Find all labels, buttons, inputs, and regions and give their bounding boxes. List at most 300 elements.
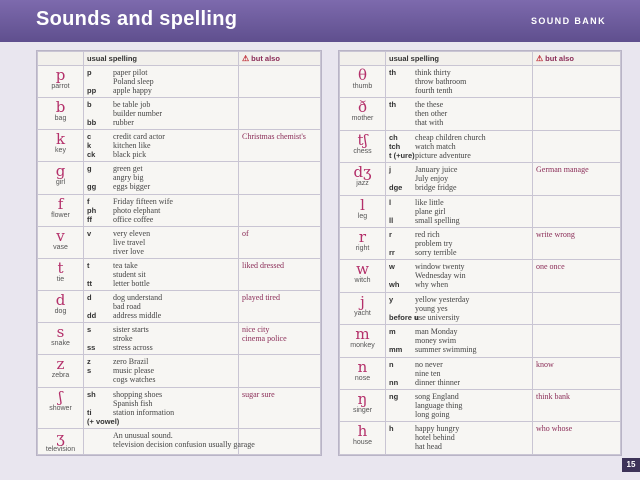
spelling-pattern: j	[389, 165, 392, 175]
sound-icon-cell	[340, 195, 386, 227]
sound-row	[38, 428, 321, 454]
spelling-pattern: (+ vowel)	[87, 416, 120, 426]
sound-keyword: tie	[56, 275, 65, 283]
spelling-pattern: before u	[389, 312, 419, 322]
spelling-pattern: p	[87, 68, 92, 77]
spelling-line	[87, 229, 235, 238]
sound-keyword: leg	[357, 212, 368, 220]
spelling-line	[87, 357, 235, 366]
page-title: Sounds and spelling	[36, 8, 238, 30]
spelling-line	[389, 198, 529, 207]
leg-icon: l	[360, 195, 365, 214]
spelling-line	[389, 174, 529, 183]
right-sound-table	[338, 50, 622, 456]
spelling-pattern: h	[389, 424, 394, 434]
but-also-cell	[239, 162, 321, 194]
spelling-pattern: g	[87, 164, 92, 174]
spelling-line	[87, 399, 235, 408]
spelling-pattern	[389, 369, 415, 378]
example-words: Poland sleep	[113, 77, 154, 86]
sound-keyword: chess	[353, 147, 372, 155]
spelling-line	[87, 68, 235, 77]
sound-keyword: bag	[54, 115, 67, 123]
spelling-line	[389, 280, 529, 289]
usual-spelling-cell	[84, 355, 239, 387]
sound-icon-cell	[38, 355, 84, 387]
spelling-pattern: t (+ure)	[389, 150, 415, 160]
sound-icon-cell	[340, 422, 386, 455]
example-words: office coffee	[113, 214, 154, 224]
spelling-line	[389, 424, 529, 433]
usual-spelling-cell	[84, 66, 239, 98]
sound-row	[38, 194, 321, 226]
spelling-line	[87, 408, 235, 417]
spelling-pattern: ck	[87, 150, 96, 160]
spelling-line	[87, 270, 235, 279]
right-table-body	[340, 66, 621, 455]
example-words: rubber	[113, 118, 134, 128]
usual-spelling-cell	[386, 98, 533, 130]
sound-icon-cell	[38, 98, 84, 130]
spelling-line	[389, 392, 529, 401]
nose-icon: n	[357, 357, 368, 376]
witch-icon: w	[356, 260, 369, 279]
usual-spelling-cell	[386, 228, 533, 260]
spelling-pattern: nn	[389, 377, 399, 387]
sound-keyword: parrot	[51, 83, 70, 90]
example-words: television decision confusion usually garage	[113, 439, 255, 449]
usual-spelling-cell	[386, 260, 533, 292]
but-also-header	[239, 52, 321, 66]
example-words: cogs watches	[113, 375, 156, 385]
sound-row	[340, 228, 621, 260]
spelling-pattern: ph	[87, 205, 97, 215]
example-words: why when	[415, 280, 449, 290]
spelling-line	[87, 86, 235, 95]
left-table	[37, 51, 321, 455]
example-words: dog understand	[113, 293, 163, 303]
spelling-line	[389, 410, 529, 419]
sound-row	[38, 130, 321, 162]
sound-icon-cell	[340, 98, 386, 130]
sound-row	[38, 323, 321, 355]
example-words: throw bathroom	[415, 77, 467, 86]
example-words: angry big	[113, 173, 144, 183]
sound-icon-cell	[38, 162, 84, 194]
spelling-line	[389, 133, 529, 142]
sound-keyword: snake	[51, 340, 70, 348]
spelling-pattern: th	[389, 100, 397, 110]
sound-icon-cell	[340, 292, 386, 324]
jazz-icon: dʒ	[353, 163, 372, 182]
spelling-pattern: s	[87, 325, 92, 335]
sound-row	[38, 355, 321, 387]
sound-keyword: singer	[352, 407, 373, 415]
spelling-pattern	[389, 207, 415, 216]
spelling-pattern: r	[389, 230, 392, 240]
spelling-line	[389, 360, 529, 369]
example-words: builder number	[113, 109, 163, 119]
example-words: fourth tenth	[415, 86, 453, 95]
example-words: be table job	[113, 100, 151, 110]
sound-icon-cell	[38, 291, 84, 323]
warning-icon: ⚠	[536, 54, 544, 63]
but-also-cell: German manage	[533, 163, 621, 195]
sound-icon-cell	[38, 258, 84, 290]
but-also-cell	[533, 292, 621, 324]
sound-keyword: dog	[54, 308, 67, 316]
spelling-line	[389, 100, 529, 109]
spelling-pattern	[87, 238, 113, 247]
example-words: apple happy	[113, 86, 152, 95]
example-words: sorry terrible	[415, 248, 457, 258]
example-words: music please	[113, 366, 155, 376]
example-words: eggs bigger	[113, 182, 151, 192]
example-words: stress across	[113, 343, 153, 353]
but-also-cell: Christmas chemist's	[239, 130, 321, 162]
spelling-line	[87, 390, 235, 399]
spelling-line	[87, 164, 235, 173]
spelling-pattern	[389, 304, 415, 313]
spelling-line	[389, 369, 529, 378]
usual-spelling-cell	[84, 130, 239, 162]
spelling-pattern: rr	[389, 248, 395, 258]
spelling-pattern	[87, 431, 113, 440]
usual-spelling-cell	[84, 291, 239, 323]
spelling-line	[389, 262, 529, 271]
but-also-cell	[533, 130, 621, 162]
spelling-pattern: gg	[87, 182, 97, 192]
spelling-pattern: w	[389, 262, 395, 272]
spelling-pattern: y	[389, 294, 394, 304]
example-words: language thing	[415, 401, 463, 411]
example-words: long going	[415, 410, 450, 420]
spelling-line	[87, 173, 235, 182]
left-table-header	[38, 52, 321, 66]
spelling-line	[87, 302, 235, 311]
sound-keyword: zebra	[51, 372, 70, 380]
example-words: river love	[113, 246, 144, 256]
sound-keyword: vase	[53, 243, 68, 251]
usual-spelling-cell	[84, 258, 239, 290]
spelling-pattern: pp	[87, 86, 97, 95]
example-words: happy hungry	[415, 424, 460, 434]
example-words: dinner thinner	[415, 377, 461, 387]
spelling-line	[87, 417, 235, 426]
example-words: live travel	[113, 237, 146, 247]
example-words: address middle	[113, 311, 162, 321]
chess-icon: tʃ	[357, 130, 368, 149]
sound-row	[38, 98, 321, 130]
spelling-pattern: dge	[389, 183, 403, 193]
example-words: kitchen like	[113, 141, 151, 151]
spelling-line	[87, 109, 235, 118]
singer-icon: ŋ	[357, 390, 368, 409]
spelling-line	[87, 206, 235, 215]
usual-spelling-cell	[84, 428, 255, 454]
spelling-pattern: tt	[87, 278, 92, 288]
but-also-cell	[239, 355, 321, 387]
left-table-body	[38, 66, 321, 455]
but-also-cell	[533, 98, 621, 130]
spelling-line	[389, 207, 529, 216]
spelling-pattern: ti	[87, 407, 92, 417]
spelling-pattern	[389, 239, 415, 248]
sound-row	[340, 66, 621, 98]
but-also-header-label: but also	[545, 54, 574, 63]
sound-row	[340, 325, 621, 357]
spelling-line	[389, 109, 529, 118]
spelling-line	[389, 142, 529, 151]
but-also-header	[533, 52, 621, 66]
spelling-pattern: ll	[389, 215, 394, 225]
spelling-pattern: s	[87, 366, 92, 376]
spelling-line	[389, 345, 529, 354]
example-words: picture adventure	[415, 150, 471, 160]
example-words: January juice	[415, 165, 458, 175]
spelling-line	[87, 141, 235, 150]
example-words: bad road	[113, 302, 141, 312]
spelling-pattern: m	[389, 327, 396, 337]
example-words: use university	[415, 312, 460, 322]
example-words: problem try	[415, 239, 453, 249]
spelling-pattern: c	[87, 132, 92, 142]
example-words: yellow yesterday	[415, 294, 470, 304]
example-words: letter bottle	[113, 278, 150, 288]
spelling-pattern	[389, 86, 415, 95]
spelling-pattern: z	[87, 357, 91, 367]
television-icon: ʒ	[56, 428, 65, 447]
usual-spelling-cell	[386, 325, 533, 357]
spelling-pattern	[389, 118, 415, 127]
spelling-pattern: b	[87, 100, 92, 110]
usual-spelling-cell	[84, 98, 239, 130]
sound-row	[38, 66, 321, 98]
example-words: young yes	[415, 303, 448, 313]
spelling-line	[87, 366, 235, 375]
spelling-pattern: sh	[87, 389, 96, 399]
sound-icon-cell	[340, 325, 386, 357]
example-words: cheap children church	[415, 132, 486, 142]
example-words: then other	[415, 109, 448, 119]
but-also-cell	[239, 98, 321, 130]
sound-keyword: witch	[354, 277, 371, 285]
sound-keyword: right	[355, 245, 370, 253]
spelling-line	[389, 151, 529, 160]
example-words: Wednesday win	[415, 271, 466, 281]
example-words: photo elephant	[113, 205, 161, 215]
sound-keyword: mother	[351, 115, 374, 123]
spelling-pattern: ss	[87, 343, 96, 353]
spelling-line	[389, 239, 529, 248]
usual-spelling-cell	[386, 195, 533, 227]
spelling-pattern: n	[389, 359, 394, 369]
spelling-pattern: mm	[389, 345, 403, 355]
example-words: summer swimming	[415, 345, 477, 355]
spelling-pattern	[389, 271, 415, 280]
spelling-line	[389, 442, 529, 451]
sound-row	[340, 390, 621, 422]
sound-icon-cell	[38, 194, 84, 226]
shower-icon: ʃ	[58, 387, 63, 406]
spelling-line	[389, 77, 529, 86]
spelling-pattern: v	[87, 228, 92, 238]
icon-column-header	[340, 52, 386, 66]
parrot-icon: p	[55, 66, 66, 84]
spelling-line	[87, 375, 235, 384]
spelling-line	[87, 100, 235, 109]
sound-keyword: key	[55, 147, 66, 155]
sound-icon-cell	[340, 130, 386, 162]
sound-keyword: monkey	[350, 342, 375, 350]
usual-spelling-cell	[386, 163, 533, 195]
spelling-line	[87, 325, 235, 334]
spelling-line	[87, 118, 235, 127]
example-words: shopping shoes	[113, 389, 163, 399]
tie-icon: t	[57, 258, 64, 277]
spelling-line	[389, 295, 529, 304]
girl-icon: g	[55, 162, 66, 181]
sound-keyword: flower	[51, 211, 70, 219]
spelling-line	[87, 343, 235, 352]
example-words: very eleven	[113, 228, 151, 238]
icon-column-header	[38, 52, 84, 66]
spelling-line	[389, 304, 529, 313]
example-words: like little	[415, 197, 444, 207]
sound-icon-cell	[340, 66, 386, 98]
spelling-line	[87, 431, 235, 440]
example-words: station information	[113, 407, 175, 417]
spelling-pattern: f	[87, 196, 90, 206]
spelling-line	[87, 182, 235, 191]
sound-row	[38, 226, 321, 258]
spelling-pattern: tch	[389, 141, 401, 151]
sound-row	[340, 292, 621, 324]
spelling-line	[389, 401, 529, 410]
spelling-line	[389, 165, 529, 174]
spelling-pattern	[389, 336, 415, 345]
spelling-line	[389, 216, 529, 225]
example-words: think thirty	[415, 68, 451, 77]
right-table-header	[340, 52, 621, 66]
sound-icon-cell	[38, 66, 84, 98]
sound-keyword: yacht	[354, 309, 371, 317]
spelling-line	[87, 197, 235, 206]
spelling-pattern: d	[87, 293, 92, 303]
spelling-pattern: l	[389, 197, 392, 207]
spelling-line	[87, 247, 235, 256]
but-also-cell: think bank	[533, 390, 621, 422]
example-words: nine ten	[415, 368, 441, 378]
sound-row	[340, 357, 621, 389]
sound-icon-cell	[340, 260, 386, 292]
example-words: money swim	[415, 336, 457, 346]
spelling-line	[389, 327, 529, 336]
sound-row	[340, 260, 621, 292]
but-also-cell	[533, 195, 621, 227]
spelling-line	[389, 86, 529, 95]
example-words: red rich	[415, 230, 440, 240]
usual-spelling-cell	[386, 130, 533, 162]
sound-icon-cell	[38, 226, 84, 258]
spelling-line	[389, 271, 529, 280]
flower-icon: f	[57, 194, 64, 213]
spelling-pattern	[87, 334, 113, 343]
spelling-pattern: ff	[87, 214, 92, 224]
spelling-line	[389, 433, 529, 442]
spelling-pattern: k	[87, 141, 92, 151]
example-words: tea take	[113, 260, 138, 270]
sound-row	[340, 422, 621, 455]
example-words: paper pilot	[113, 68, 148, 77]
example-words: the these	[415, 100, 444, 110]
spelling-pattern	[87, 109, 113, 118]
but-also-cell: write wrong	[533, 228, 621, 260]
warning-icon: ⚠	[242, 54, 250, 63]
sound-keyword: jazz	[356, 180, 369, 188]
example-words: black pick	[113, 150, 147, 160]
example-words: zero Brazil	[113, 357, 149, 367]
spelling-line	[87, 150, 235, 159]
but-also-cell: of	[239, 226, 321, 258]
bag-icon: b	[55, 98, 66, 117]
page-number: 15	[622, 458, 640, 472]
spelling-pattern	[87, 440, 113, 449]
but-also-cell: liked dressed	[239, 258, 321, 290]
spelling-pattern	[87, 270, 113, 279]
spelling-line	[389, 68, 529, 77]
spelling-pattern: t	[87, 260, 90, 270]
example-words: plane girl	[415, 206, 446, 216]
spelling-line	[389, 183, 529, 192]
sound-icon-cell	[340, 357, 386, 389]
yacht-icon: j	[360, 292, 365, 311]
but-also-cell: know	[533, 357, 621, 389]
spelling-line	[87, 311, 235, 320]
spelling-line	[87, 279, 235, 288]
sound-row	[38, 387, 321, 428]
spelling-line	[389, 230, 529, 239]
usual-spelling-cell	[386, 292, 533, 324]
sound-keyword: television	[45, 445, 76, 453]
spelling-pattern: bb	[87, 118, 97, 128]
spelling-line	[87, 261, 235, 270]
sound-keyword: house	[352, 439, 373, 447]
example-words: song England	[415, 392, 459, 402]
dog-icon: d	[55, 291, 66, 310]
usual-spelling-cell	[386, 66, 533, 98]
spelling-pattern	[389, 442, 415, 451]
example-words: watch match	[415, 141, 456, 151]
spelling-pattern	[389, 77, 415, 86]
spelling-pattern	[389, 433, 415, 442]
zebra-icon: z	[56, 355, 65, 374]
house-icon: h	[357, 422, 368, 441]
sound-keyword: thumb	[352, 83, 373, 90]
spelling-pattern: wh	[389, 280, 400, 290]
usual-spelling-cell	[386, 357, 533, 389]
example-words: bridge fridge	[415, 183, 457, 193]
sound-row	[38, 291, 321, 323]
spelling-line	[87, 238, 235, 247]
spelling-pattern: ch	[389, 132, 398, 142]
spelling-line	[389, 378, 529, 387]
sound-icon-cell	[38, 323, 84, 355]
sound-row	[340, 163, 621, 195]
usual-spelling-cell	[84, 226, 239, 258]
example-words: hotel behind	[415, 433, 455, 443]
usual-spelling-cell	[386, 422, 533, 455]
